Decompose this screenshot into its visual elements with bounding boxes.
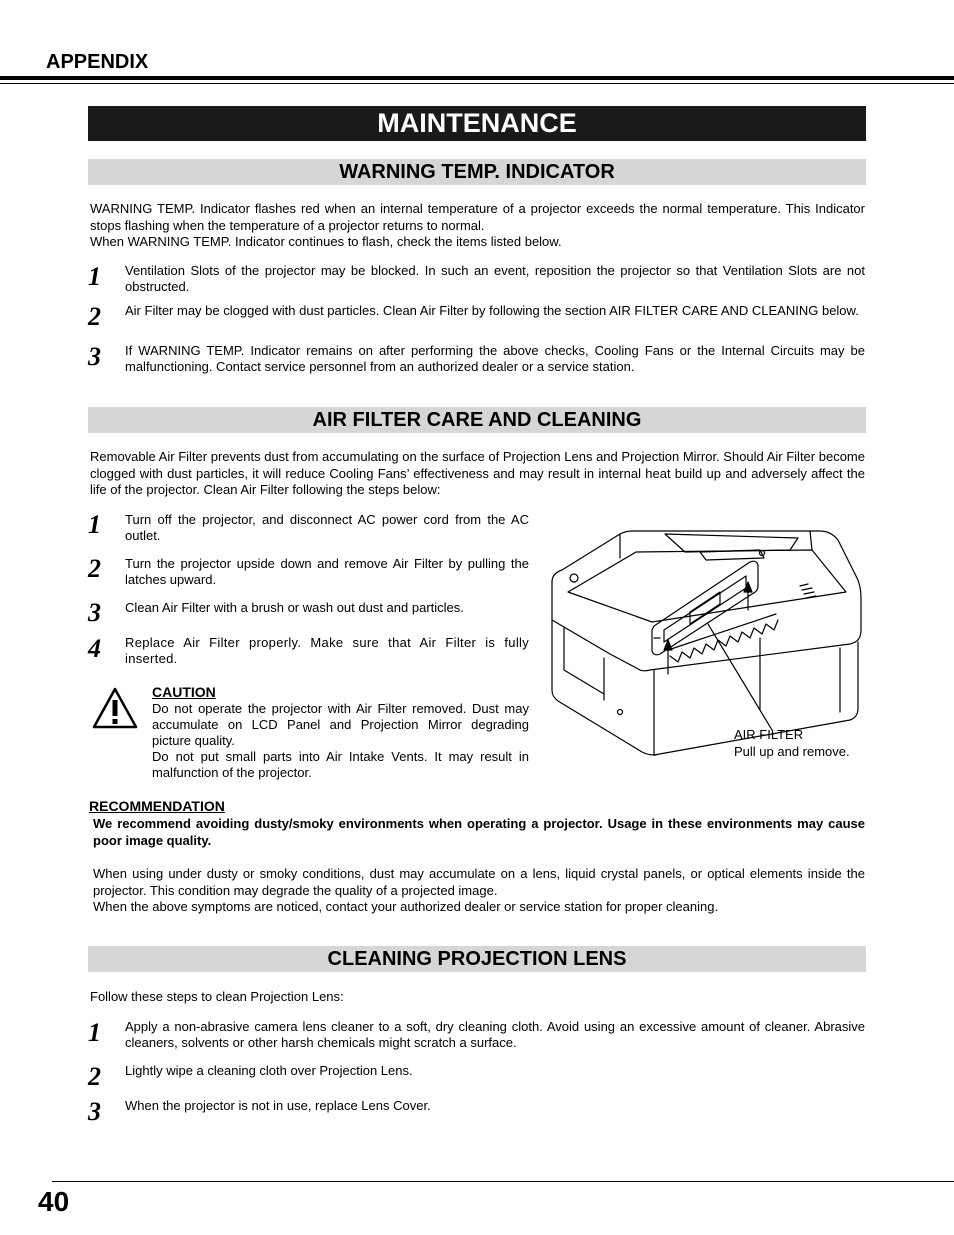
caution-block [152,684,529,781]
warning-heading: WARNING TEMP. INDICATOR [88,159,866,185]
projector-air-filter-illustration [550,530,862,756]
filter-step-text: Turn off the projector, and disconnect AC power cord from the AC outlet. [125,512,529,543]
caution-text-2: Do not put small parts into Air Intake Vents. It may result in malfunction of the projector. [152,749,529,780]
page-number: 40 [38,1186,70,1217]
warning-step-number: 2 [88,302,101,331]
filter-step-text: Clean Air Filter with a brush or wash out dust and particles. [125,600,464,615]
lens-step-number: 3 [88,1097,101,1126]
warning-step-number: 1 [88,262,101,291]
filter-step-text: Replace Air Filter properly. Make sure that Air Filter is fully inserted. [125,635,529,666]
filter-step-number: 2 [88,554,101,583]
filter-step-number: 1 [88,510,101,539]
lens-step-text: Lightly wipe a cleaning cloth over Projection Lens. [125,1063,413,1078]
figure-caption [734,726,850,760]
warning-intro [90,201,865,251]
recommendation-bold: We recommend avoiding dusty/smoky environments when operating a projector. Usage in these environments may cause poor image quality. [93,816,865,848]
filter-step-number: 3 [88,598,101,627]
warning-intro-2: When WARNING TEMP. Indicator continues to flash, check the items listed below. [90,234,562,249]
lens-intro: Follow these steps to clean Projection Lens: [90,989,344,1004]
lens-heading: CLEANING PROJECTION LENS [88,946,866,972]
lens-step-number: 1 [88,1018,101,1047]
recommendation-text [93,866,865,916]
filter-step-number: 4 [88,634,101,663]
recommendation-text-1: When using under dusty or smoky conditions, dust may accumulate on a lens, liquid crystal panels, or optical elements inside the projector. This condition may degrade the quality of a projected image. [93,866,865,898]
lens-step-text: Apply a non-abrasive camera lens cleaner to a soft, dry cleaning cloth. Avoid using an excessive amount of cleaner. Abrasive cleaners, solvents or other harsh chemicals might scratch a surface. [125,1019,865,1050]
header-rule-thin [0,83,954,84]
warning-step-text: Ventilation Slots of the projector may be blocked. In such an event, reposition the projector so that Ventilation Slots are not obstructed. [125,263,865,294]
recommendation-text-2: When the above symptoms are noticed, contact your authorized dealer or service station for proper cleaning. [93,899,719,914]
filter-step-text: Turn the projector upside down and remove Air Filter by pulling the latches upward. [125,556,529,587]
page-title: MAINTENANCE [88,106,866,141]
warning-step-text: Air Filter may be clogged with dust particles. Clean Air Filter by following the section AIR FILTER CARE AND CLEANING below. [125,303,859,318]
footer-rule [52,1181,954,1182]
warning-intro-1: WARNING TEMP. Indicator flashes red when an internal temperature of a projector exceeds the normal temperature. This Indicator stops flashing when the temperature of a projector returns to normal. [90,201,865,233]
figure-label-instruction: Pull up and remove. [734,744,850,759]
filter-heading: AIR FILTER CARE AND CLEANING [88,407,866,433]
warning-triangle-icon [92,686,138,730]
warning-step-number: 3 [88,342,101,371]
recommendation-title: RECOMMENDATION [89,798,225,814]
caution-title: CAUTION [152,684,216,700]
header-rule [0,76,954,80]
figure-label-air-filter: AIR FILTER [734,727,804,742]
lens-step-number: 2 [88,1062,101,1091]
warning-step-text: If WARNING TEMP. Indicator remains on after performing the above checks, Cooling Fans or the Internal Circuits may be malfunctioning. Contact service personnel from an authorized dealer or a service station. [125,343,865,374]
lens-step-text: When the projector is not in use, replace Lens Cover. [125,1098,431,1113]
filter-intro: Removable Air Filter prevents dust from accumulating on the surface of Projection Lens and Projection Mirror. Should Air Filter become clogged with dust particles, it will reduce Cooling Fans’ effectiveness and may result in internal heat build up and adversely affect the life of the projector. Clean Air Filter following the steps below: [90,449,865,497]
caution-text-1: Do not operate the projector with Air Filter removed. Dust may accumulate on LCD Panel and Projection Mirror degrading picture quality. [152,701,529,748]
section-label: APPENDIX [46,51,149,73]
